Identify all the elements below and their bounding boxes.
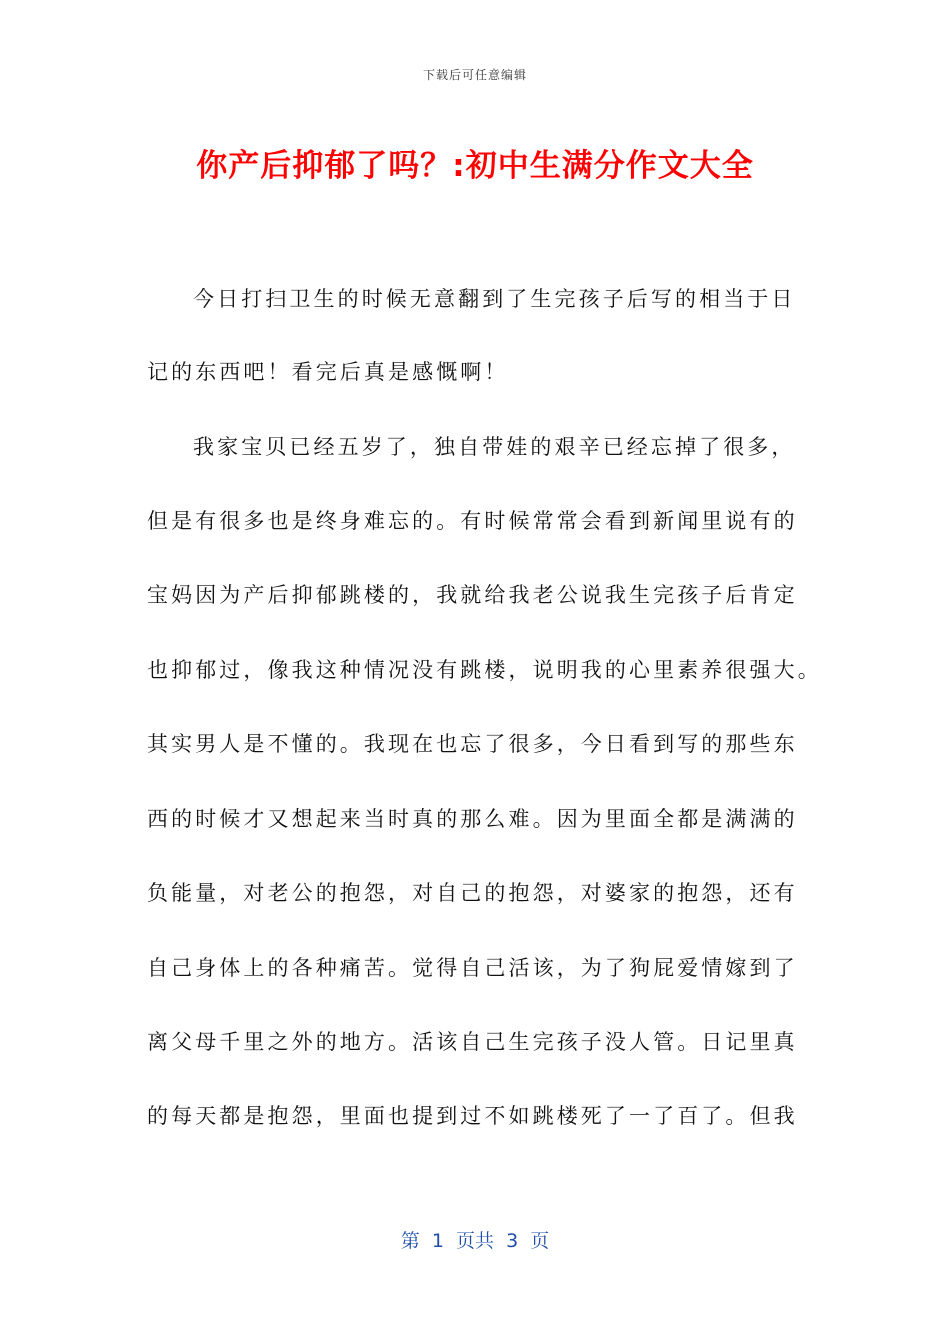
- paragraph-line: 我家宝贝已经五岁了，独自带娃的艰辛已经忘掉了很多，: [193, 435, 796, 459]
- header-note: 下载后可任意编辑: [422, 68, 527, 82]
- paragraph-line: 也抑郁过，像我这种情况没有跳楼，说明我的心里素养很强大。: [147, 658, 822, 682]
- document-title: 你产后抑郁了吗？:初中生满分作文大全: [196, 148, 754, 184]
- paragraph-line: 负能量，对老公的抱怨，对自己的抱怨，对婆家的抱怨，还有: [147, 881, 798, 905]
- paragraph-line: 但是有很多也是终身难忘的。有时候常常会看到新闻里说有的: [147, 509, 798, 533]
- paragraph-line: 西的时候才又想起来当时真的那么难。因为里面全都是满满的: [147, 807, 798, 831]
- paragraph-line: 记的东西吧！看完后真是感慨啊！: [147, 360, 509, 384]
- paragraph-line: 的每天都是抱怨，里面也提到过不如跳楼死了一了百了。但我: [147, 1104, 798, 1128]
- paragraph-line: 离父母千里之外的地方。活该自己生完孩子没人管。日记里真: [147, 1030, 798, 1054]
- paragraph-line: 自己身体上的各种痛苦。觉得自己活该，为了狗屁爱情嫁到了: [147, 956, 798, 980]
- paragraph-line: 宝妈因为产后抑郁跳楼的，我就给我老公说我生完孩子后肯定: [147, 583, 798, 607]
- paragraph-line: 今日打扫卫生的时候无意翻到了生完孩子后写的相当于日: [193, 287, 796, 311]
- page-number-footer: 第 1 页共 3 页: [400, 1230, 550, 1252]
- paragraph-line: 其实男人是不懂的。我现在也忘了很多，今日看到写的那些东: [147, 732, 798, 756]
